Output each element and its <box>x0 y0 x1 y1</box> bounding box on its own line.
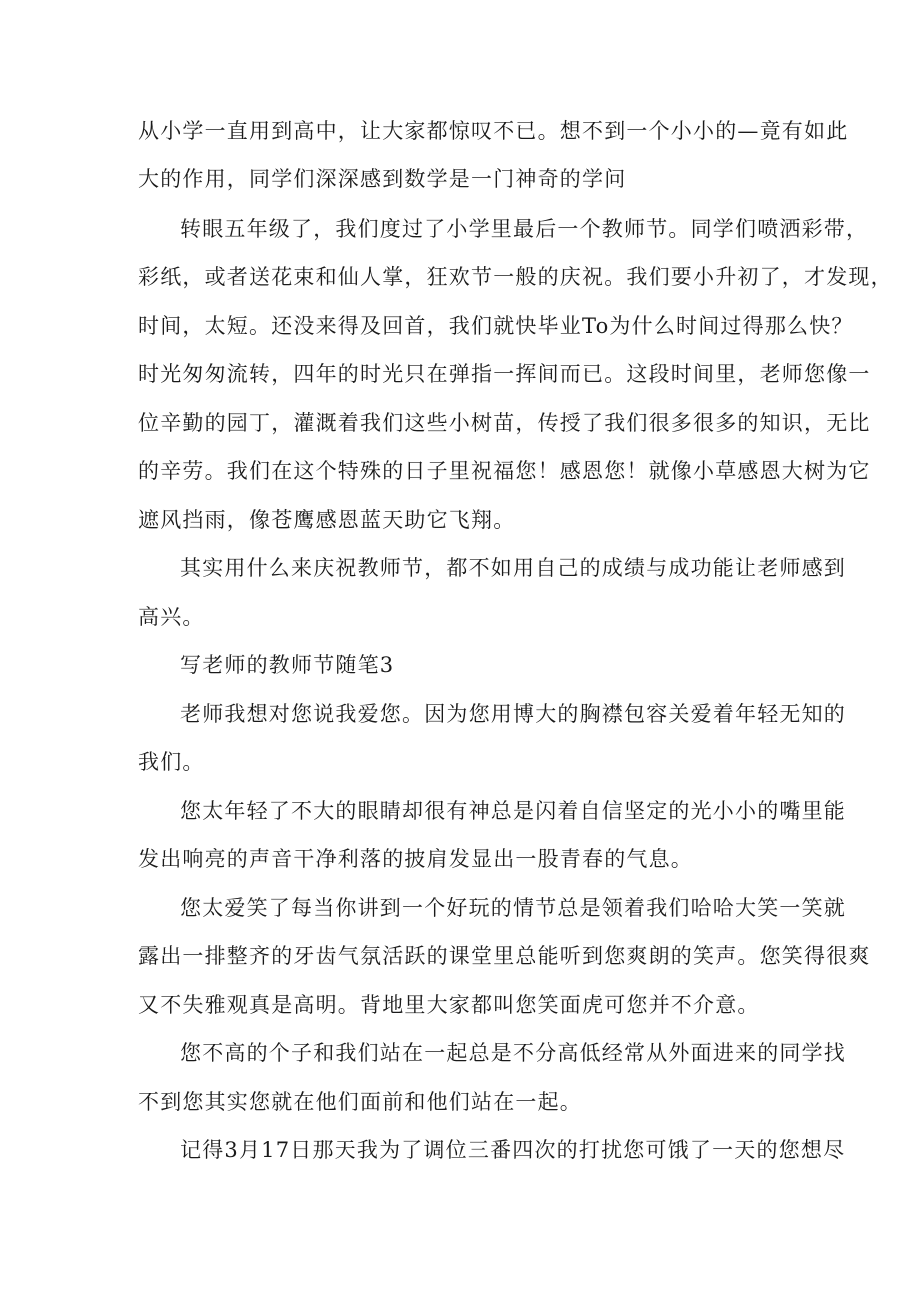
text-line: 时间，太短。还没来得及回首，我们就快毕业To为什么时间过得那么快？ <box>138 314 854 338</box>
paragraph-start-line: 转眼五年级了，我们度过了小学里最后一个教师节。同学们喷洒彩带， <box>180 217 869 241</box>
text-line: 又不失雅观真是高明。背地里大家都叫您笑面虎可您并不介意。 <box>138 993 760 1017</box>
text-line: 的辛劳。我们在这个特殊的日子里祝福您！感恩您！就像小草感恩大树为它 <box>138 459 871 483</box>
paragraph-start-line: 您太年轻了不大的眼睛却很有神总是闪着自信坚定的光小小的嘴里能 <box>180 799 846 823</box>
text-line: 大的作用，同学们深深感到数学是一门神奇的学问 <box>138 167 627 191</box>
paragraph-start-line: 记得3月17日那天我为了调位三番四次的打扰您可饿了一天的您想尽 <box>180 1138 846 1162</box>
text-line: 不到您其实您就在他们面前和他们站在一起。 <box>138 1090 582 1114</box>
text-line: 时光匆匆流转，四年的时光只在弹指一挥间而已。这段时间里，老师您像一 <box>138 362 871 386</box>
text-line: 高兴。 <box>138 605 205 629</box>
paragraph-start-line: 其实用什么来庆祝教师节，都不如用自己的成绩与成功能让老师感到 <box>180 556 846 580</box>
text-line: 发出响亮的声音干净利落的披肩发显出一股青春的气息。 <box>138 847 693 871</box>
text-line: 从小学一直用到高中，让大家都惊叹不已。想不到一个小小的—竟有如此 <box>138 119 849 143</box>
section-heading: 写老师的教师节随笔3 <box>180 653 395 677</box>
paragraph-start-line: 老师我想对您说我爱您。因为您用博大的胸襟包容关爱着年轻无知的 <box>180 702 846 726</box>
paragraph-start-line: 您不高的个子和我们站在一起总是不分高低经常从外面进来的同学找 <box>180 1041 846 1065</box>
paragraph-start-line: 您太爱笑了每当你讲到一个好玩的情节总是领着我们哈哈大笑一笑就 <box>180 896 846 920</box>
text-line: 彩纸，或者送花束和仙人掌，狂欢节一般的庆祝。我们要小升初了，才发现， <box>138 265 893 289</box>
text-line: 露出一排整齐的牙齿气氛活跃的课堂里总能听到您爽朗的笑声。您笑得很爽 <box>138 944 871 968</box>
text-line: 位辛勤的园丁，灌溉着我们这些小树苗，传授了我们很多很多的知识，无比 <box>138 411 871 435</box>
text-line: 遮风挡雨，像苍鹰感恩蓝天助它飞翔。 <box>138 508 516 532</box>
text-line: 我们。 <box>138 750 205 774</box>
